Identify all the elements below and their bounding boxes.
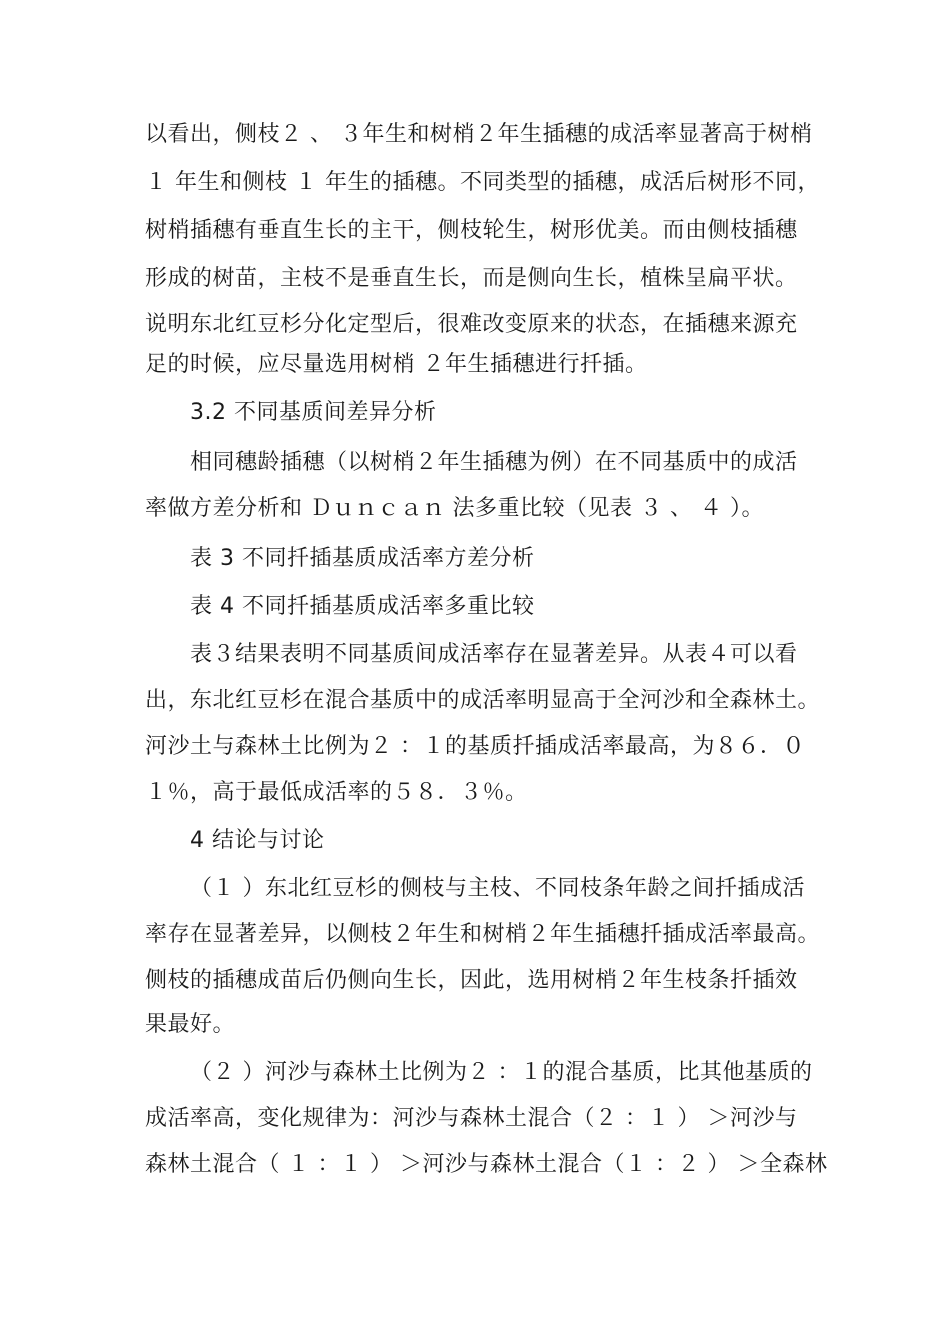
paragraph-line: 河沙土与森林土比例为２ ：１的基质扦插成活率最高，为８６．０: [145, 734, 805, 759]
paragraph-line: 果最好。: [145, 1012, 236, 1037]
paragraph-line: 率存在显著差异，以侧枝２年生和树梢２年生插穗扦插成活率最高。: [145, 922, 821, 947]
paragraph-line: 形成的树苗，主枝不是垂直生长，而是侧向生长，植株呈扁平状。: [145, 266, 798, 291]
paragraph-line: 成活率高，变化规律为：河沙与森林土混合（２ ：１ ） ＞河沙与: [145, 1106, 798, 1131]
paragraph-line: １％，高于最低成活率的５８．３％。: [145, 780, 528, 805]
paragraph-line: 以看出，侧枝２ 、 ３年生和树梢２年生插穗的成活率显著高于树梢: [145, 122, 813, 147]
paragraph-line: 表３结果表明不同基质间成活率存在显著差异。从表４可以看: [190, 642, 798, 667]
paragraph-line: （２ ）河沙与森林土比例为２ ：１的混合基质，比其他基质的: [190, 1060, 813, 1085]
paragraph-line: 足的时候，应尽量选用树梢 ２年生插穗进行扦插。: [145, 352, 648, 377]
paragraph-line: 树梢插穗有垂直生长的主干，侧枝轮生，树形优美。而由侧枝插穗: [145, 218, 798, 243]
table-caption: 表 4 不同扦插基质成活率多重比较: [190, 594, 535, 619]
paragraph-line: （１ ）东北红豆杉的侧枝与主枝、不同枝条年龄之间扦插成活: [190, 876, 805, 901]
section-heading: 4 结论与讨论: [190, 828, 325, 853]
table-caption: 表 3 不同扦插基质成活率方差分析: [190, 546, 535, 571]
paragraph-line: 相同穗龄插穗（以树梢２年生插穗为例）在不同基质中的成活: [190, 450, 798, 475]
paragraph-line: 率做方差分析和 Ｄｕｎｃａｎ 法多重比较（见表 ３ 、 ４ ）。: [145, 496, 764, 521]
paragraph-line: １ 年生和侧枝 １ 年生的插穗。不同类型的插穗，成活后树形不同，: [145, 170, 820, 195]
section-heading: 3.2 不同基质间差异分析: [190, 400, 437, 425]
paragraph-line: 侧枝的插穗成苗后仍侧向生长，因此，选用树梢２年生枝条扦插效: [145, 968, 798, 993]
paragraph-line: 说明东北红豆杉分化定型后，很难改变原来的状态，在插穗来源充: [145, 312, 798, 337]
paragraph-line: 出，东北红豆杉在混合基质中的成活率明显高于全河沙和全森林土。: [145, 688, 821, 713]
paragraph-line: 森林土混合（ １ ：１ ） ＞河沙与森林土混合（１ ：２ ） ＞全森林: [145, 1152, 828, 1177]
